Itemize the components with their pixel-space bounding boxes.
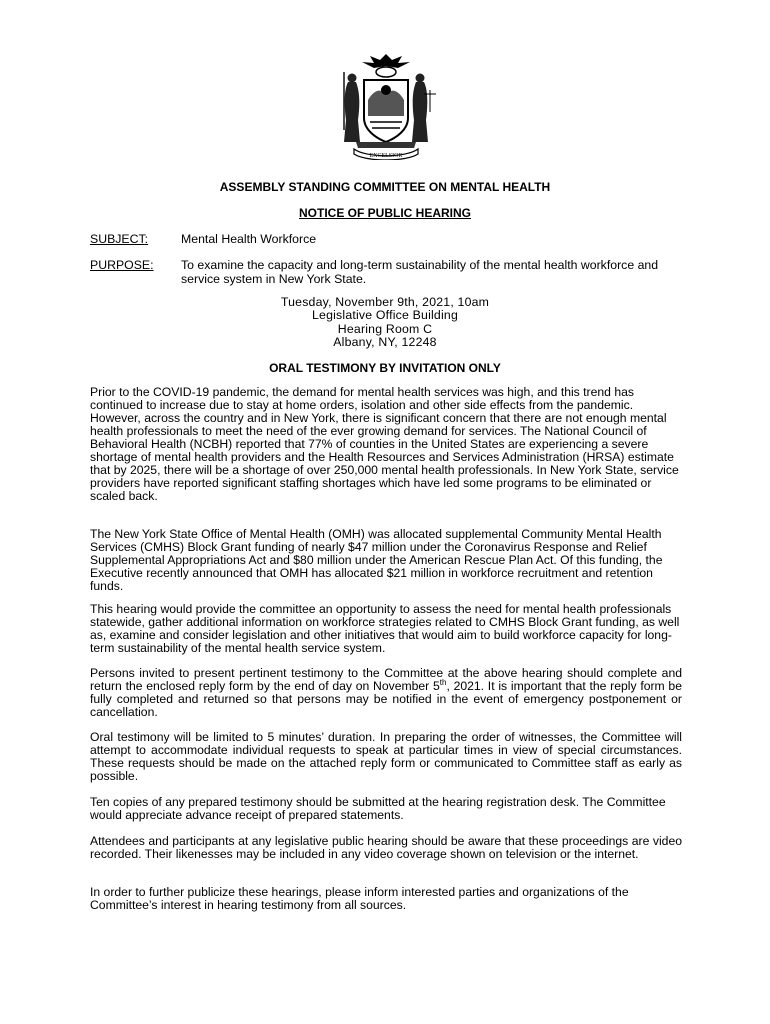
hearing-datetime: Tuesday, November 9th, 2021, 10am [280,295,490,309]
svg-text:EXCELSIOR: EXCELSIOR [369,153,403,159]
subject-label: SUBJECT: [90,232,149,246]
paragraph-video-notice: Attendees and participants at any legislative public hearing should be aware that these proceedings are video recorded. Their likenesses may be included in any video coverage shown on television or the internet. [90,834,682,861]
new-york-state-seal-icon [330,50,442,160]
paragraph-reply-form: Persons invited to present pertinent testimony to the Committee at the above hearing should complete and return the enclosed reply form by the end of day on November 5th, 2021. It is important that the reply form be fully completed and returned so that persons may be notified in the event of emergency postponement or cancellation. [90,666,682,719]
subject-value: Mental Health Workforce [181,232,317,246]
purpose-label: PURPOSE: [90,258,154,272]
notice-title: NOTICE OF PUBLIC HEARING [298,206,471,220]
paragraph-publicize: In order to further publicize these hearings, please inform interested parties and organizations of the Committee’s interest in hearing testimony from all sources. [90,885,629,912]
hearing-details [0,296,770,350]
paragraph-hearing-purpose: This hearing would provide the committee an opportunity to assess the need for mental health professionals statewide, gather additional information on workforce strategies related to CMHS Block Grant funding, as well as, examine and consider legislation and other initiatives that would aim to build workforce capacity for long-term sustainability of the mental health service system. [90,602,680,655]
paragraph-oral-testimony: Oral testimony will be limited to 5 minutes’ duration. In preparing the order of witnesses, the Committee will attempt to accommodate individual requests to speak at particular times in view of special circumstances. These requests should be made on the attached reply form or communicated to Committee staff as early as possible. [90,730,682,783]
hearing-building: Legislative Office Building [312,308,458,323]
hearing-room: Hearing Room C [337,321,433,336]
oral-testimony-heading: ORAL TESTIMONY BY INVITATION ONLY [269,361,501,375]
paragraph-funding: The New York State Office of Mental Health (OMH) was allocated supplemental Community Mental Health Services (CMHS) Block Grant funding of nearly $47 million under the Coronavirus Response and Relief Supplemental Appropriations Act and $80 million under the American Rescue Plan Act. Of this funding, the Executive recently announced that OMH has allocated $21 million in workforce recruitment and retention funds. [90,527,663,593]
hearing-city: Albany, NY, 12248 [333,335,437,350]
paragraph-copies: Ten copies of any prepared testimony should be submitted at the hearing registration desk. The Committee would appreciate advance receipt of prepared statements. [90,795,666,822]
purpose-value: To examine the capacity and long-term sustainability of the mental health workforce and service system in New York State. [181,258,659,286]
committee-title: ASSEMBLY STANDING COMMITTEE ON MENTAL HEALTH [219,180,551,194]
paragraph-background: Prior to the COVID-19 pandemic, the demand for mental health services was high, and this trend has continued to increase due to stay at home orders, isolation and other side effects from the pandemic. However, across the country and in New York, there is significant concern that there are not enough mental health professionals to meet the need of the ever growing demand for services. The National Council of Behavioral Health (NCBH) reported that 77% of counties in the United States are experiencing a severe shortage of mental health providers and the Health Resources and Services Administration (HRSA) estimate that by 2025, there will be a shortage of over 250,000 mental health professionals. In New York State, service providers have reported significant staffing shortages which have led some programs to be eliminated or scaled back. [90,385,679,503]
